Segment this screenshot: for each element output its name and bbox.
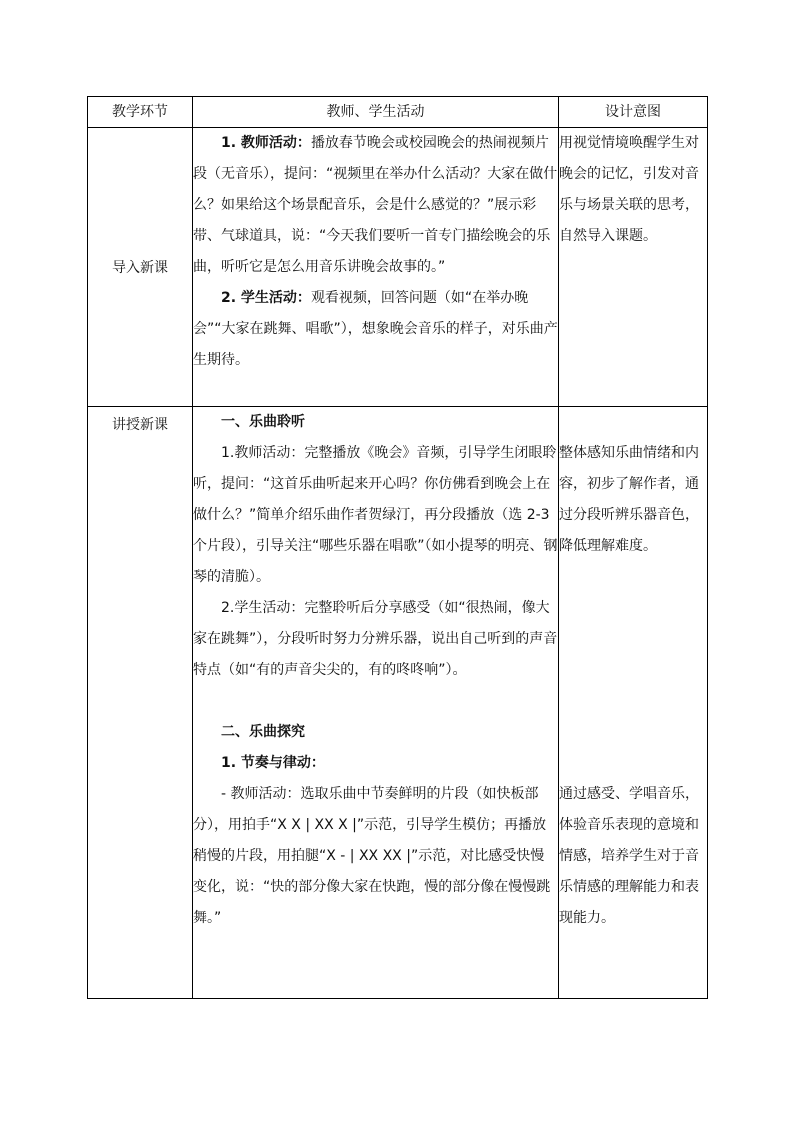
section1-title: 一、乐曲聆听	[221, 414, 305, 430]
intro-activity-cell	[193, 128, 559, 407]
intro-intent-cell	[559, 128, 708, 407]
intro-stage-cell	[88, 128, 193, 407]
intro-teacher-text: 播放春节晚会或校园晚会的热闹视频片段（无音乐），提问：“视频里在举办什么活动？大家在做什么？如果给这个场景配音乐，会是什么感觉的？”展示彩带、气球道具，说：“今天我们要听一首专门描绘晚会的乐曲，听听它是怎么用音乐讲晚会故事的。”	[193, 135, 558, 275]
intro-intent-text: 用视觉情境唤醒学生对晚会的记忆，引发对音乐与场景关联的思考，自然导入课题。	[559, 135, 699, 244]
teach-stage-label: 讲授新课	[112, 417, 168, 433]
intro-row	[88, 128, 708, 407]
lesson-plan-table	[87, 96, 708, 999]
teach-intent-2: 通过感受、学唱音乐，体验音乐表现的意境和情感，培养学生对于音乐情感的理解能力和表现能力。	[559, 786, 699, 926]
intro-teacher-paragraph	[193, 128, 558, 283]
intro-student-text: 观看视频，回答问题（如“在举办晚会”“大家在跳舞、唱歌”），想象晚会音乐的样子，对乐曲产生期待。	[193, 290, 558, 368]
teach-intent-cell	[559, 407, 708, 999]
header-intent: 设计意图	[559, 97, 708, 128]
section1-teacher-paragraph: 1.教师活动：完整播放《晚会》音频，引导学生闭眼聆听，提问：“这首乐曲听起来开心吗？你仿佛看到晚会上在做什么？”简单介绍乐曲作者贺绿汀，再分段播放（选 2-3 个片段），引导关注“哪些乐器在唱歌”（如小提琴的明亮、钢琴的清脆）。	[193, 445, 558, 585]
intro-stage-label: 导入新课	[112, 260, 168, 276]
header-activities: 教师、学生活动	[193, 97, 559, 128]
section2-subtitle: 1. 节奏与律动：	[221, 755, 325, 771]
section2-title: 二、乐曲探究	[221, 724, 305, 740]
intro-student-paragraph	[193, 283, 558, 376]
teach-intent-1: 整体感知乐曲情绪和内容，初步了解作者，通过分段听辨乐器音色，降低理解难度。	[559, 445, 699, 554]
teach-stage-cell	[88, 407, 193, 999]
intro-student-label: 2. 学生活动：	[221, 290, 311, 306]
intro-teacher-label: 1. 教师活动：	[221, 135, 311, 151]
section2-teacher-paragraph: - 教师活动：选取乐曲中节奏鲜明的片段（如快板部分），用拍手“X X | XX X |”示范，引导学生模仿；再播放稍慢的片段，用拍腿“X - | XX XX |”示范，对比感受快慢变化，说：“快的部分像大家在快跑，慢的部分像在慢慢跳舞。”	[193, 786, 551, 926]
teach-activity-cell	[193, 407, 559, 999]
header-row	[88, 97, 708, 128]
section1-student-paragraph: 2.学生活动：完整聆听后分享感受（如“很热闹，像大家在跳舞”），分段听时努力分辨乐器，说出自己听到的声音特点（如“有的声音尖尖的，有的咚咚响”）。	[193, 600, 558, 678]
header-stage: 教学环节	[88, 97, 193, 128]
teach-row	[88, 407, 708, 999]
